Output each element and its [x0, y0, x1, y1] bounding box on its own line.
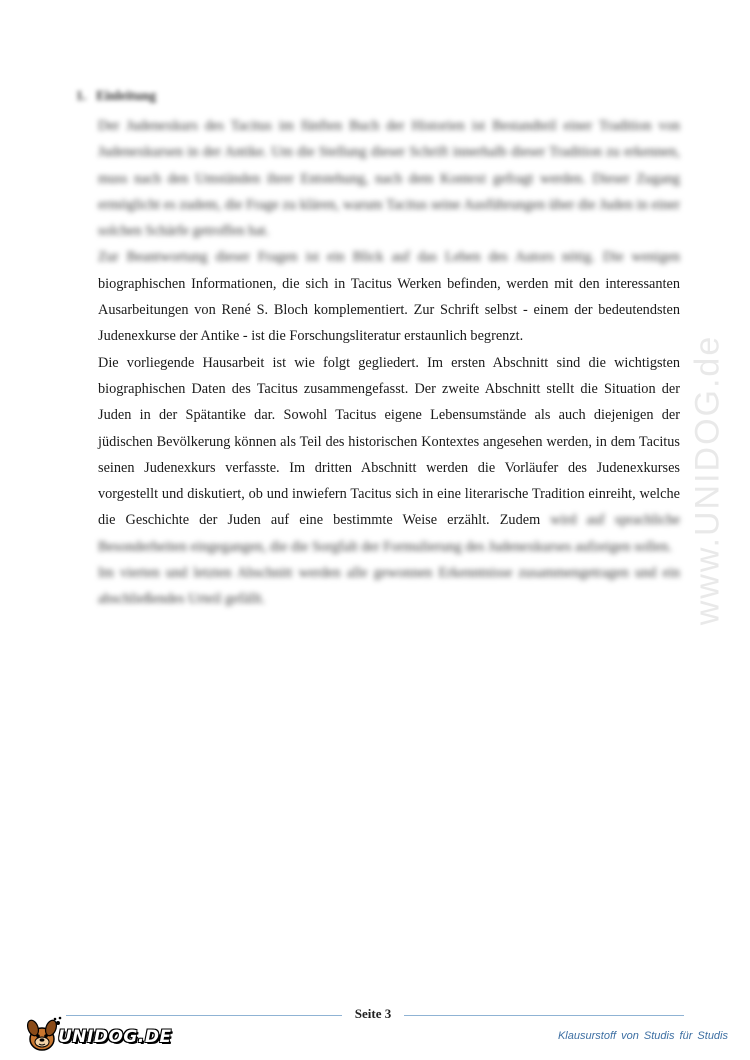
paragraph-2-visible: biographischen Informationen, die sich in Tacitus Werken befinden, werden mit den interessanten Ausarbeitungen von René S. Bloch komplementiert. Zur Schrift selbst - einem der bedeutendsten Judenexkurse der Antike - ist die Forschungsliteratur erstaunlich begrenzt. — [98, 275, 680, 345]
paragraph-2 — [98, 244, 680, 349]
logo-text: UNIDOG.DE — [58, 1027, 172, 1047]
section-number: 1. — [76, 88, 87, 103]
unidog-logo[interactable] — [22, 1015, 172, 1053]
dog-mascot-icon — [22, 1015, 62, 1053]
section-title: Einleitung — [96, 88, 157, 103]
footer-divider-right — [404, 1015, 684, 1016]
watermark: www.UNIDOG.de — [688, 334, 727, 626]
paragraph-2-blurred: Zur Beantwortung dieser Fragen ist ein Blick auf das Leben des Autors nötig. Die wenigen — [98, 249, 680, 266]
page-number: Seite 3 — [354, 1006, 392, 1021]
paragraph-3-visible: Die vorliegende Hausarbeit ist wie folgt gegliedert. Im ersten Abschnitt sind die wichtigsten biographischen Daten des Tacitus zusammengefasst. Der zweite Abschnitt stellt die Situation der Juden in der Spätantike dar. Sowohl Tacitus eigene Lebensumstände als auch diejenigen der jüdischen Bevölkerung können als Teil des historischen Kontextes angesehen werden, in dem Tacitus seinen Judenexkurs verfasste. Im dritten Abschnitt werden die Vorläufer des Judenexkurses vorgestellt und diskutiert, ob und inwiefern Tacitus sich in eine literarische Tradition einreiht, welche die Geschichte der Juden auf eine bestimmte Weise erzählt. Zudem — [98, 354, 680, 529]
body-text — [98, 113, 680, 613]
paragraph-3-blurred: wird auf sprachliche Besonderheiten eingegangen, die die Sorgfalt der Formulierung des Judenexkurses aufzeigen sollen. — [98, 512, 680, 555]
footer-tagline: Klausurstoff von Studis für Studis — [557, 1030, 728, 1042]
paragraph-3 — [98, 350, 680, 560]
section-heading — [76, 88, 156, 104]
paragraph-4: Im vierten und letzten Abschnitt werden alle gewonnen Erkenntnisse zusammengetragen und ein abschließendes Urteil gefällt. — [98, 565, 680, 608]
paragraph-1: Der Judenexkurs des Tacitus im fünften Buch der Historien ist Bestandteil einer Tradition von Judenexkursen in der Antike. Um die Stellung dieser Schrift innerhalb dieser Tradition zu erkennen, muss nach den Umständen ihrer Entstehung, nach dem Kontext gefragt werden. Dieser Zugang ermöglicht es zudem, die Frage zu klären, warum Tacitus seine Ausführungen über die Juden in einer solchen Schärfe getroffen hat. — [98, 118, 680, 240]
